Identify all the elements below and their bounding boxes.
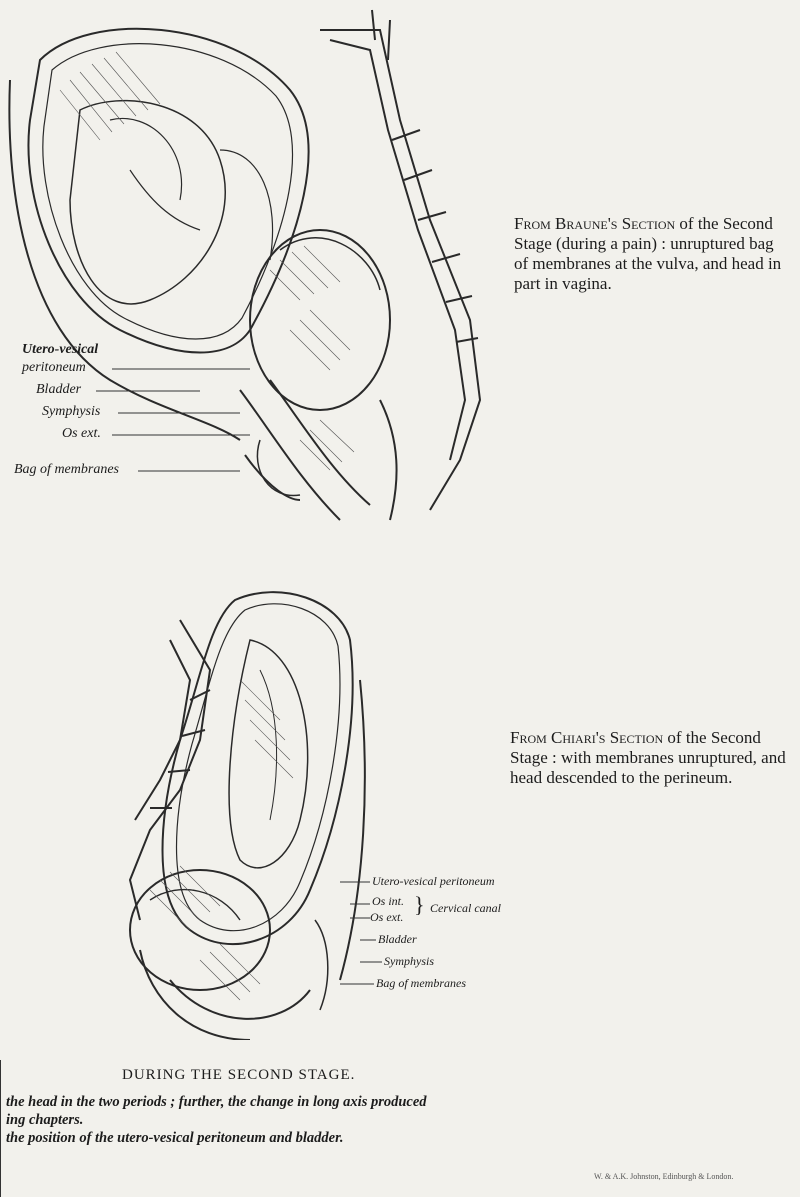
- figure1-leader-lines: [0, 0, 500, 540]
- label-bag-of-membranes-2: Bag of membranes: [376, 976, 466, 990]
- binding-edge-line: [0, 1060, 1, 1197]
- label-bag-of-membranes-1: Bag of membranes: [14, 462, 119, 477]
- brace-symbol: }: [414, 892, 425, 917]
- label-os-ext-2: Os ext.: [370, 910, 404, 924]
- label-bladder-2: Bladder: [378, 932, 417, 946]
- label-cervical-canal-2: Cervical canal: [430, 901, 501, 915]
- description-line-2: ing chapters.: [6, 1112, 84, 1128]
- figure1-caption-text: of the Second Stage (during a pain) : unruptured bag of membranes at the vulva, and head in part in vagina.: [514, 214, 782, 293]
- figure2-caption-text: of the Second Stage : with membranes unruptured, and head descended to the perineum.: [510, 728, 786, 787]
- label-utero-vesical-1: Utero-vesical: [22, 342, 99, 357]
- label-os-ext-1: Os ext.: [62, 426, 101, 441]
- figure2-caption-title: From Chiari's Section: [510, 728, 664, 747]
- figure1-caption-title: From Braune's Section: [514, 214, 676, 233]
- figure2-caption: [510, 728, 790, 788]
- label-utero-vesical-peritoneum-2: Utero-vesical peritoneum: [372, 874, 495, 888]
- label-bladder-1: Bladder: [36, 382, 82, 397]
- figure1-caption: [514, 214, 784, 294]
- label-peritoneum-1: peritoneum: [22, 360, 86, 375]
- plate-title: DURING THE SECOND STAGE.: [122, 1067, 356, 1083]
- label-symphysis-1: Symphysis: [42, 404, 101, 419]
- label-os-int-2: Os int.: [372, 894, 405, 908]
- label-symphysis-2: Symphysis: [384, 954, 434, 968]
- description-line-1: the head in the two periods ; further, the change in long axis produced: [6, 1094, 427, 1110]
- publisher-imprint: W. & A.K. Johnston, Edinburgh & London.: [594, 1172, 734, 1181]
- figure2-leader-lines: [300, 860, 400, 1000]
- description-line-3: the position of the utero-vesical peritoneum and bladder.: [6, 1130, 344, 1146]
